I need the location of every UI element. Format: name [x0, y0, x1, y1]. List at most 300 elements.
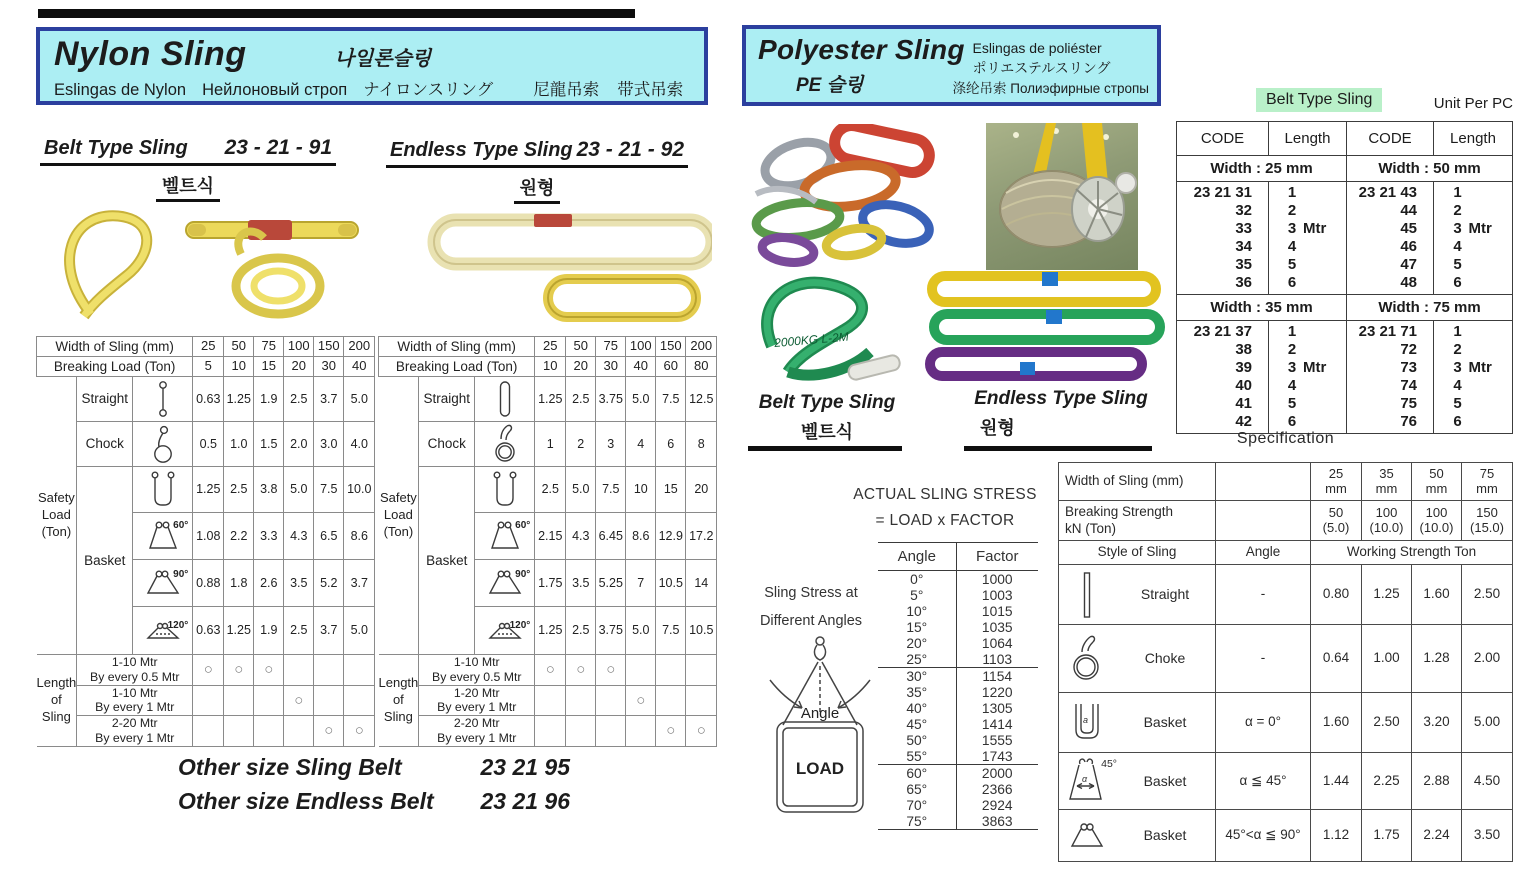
factor-angle-cell: 45°	[878, 716, 956, 732]
factor-angle-cell: 20°	[878, 635, 956, 651]
value-cell: 4.3	[566, 513, 596, 560]
width-header-cell: 100	[284, 337, 314, 357]
factor-angle-header: Angle	[878, 543, 956, 571]
basket-60-icon	[133, 519, 192, 553]
value-cell: 0.63	[193, 607, 224, 655]
availability-mark-cell	[344, 655, 375, 686]
basket-90-icon	[133, 568, 192, 598]
value-cell: 5.0	[626, 377, 656, 422]
belt-label-underline	[748, 446, 902, 451]
basket-120-icon	[133, 619, 192, 643]
breaking-cell: 20	[284, 357, 314, 377]
polyester-belt-title: Belt Type Sling	[758, 392, 896, 413]
code-cell: 23 21 71 72 73 74 75 76	[1347, 321, 1434, 434]
code-length-block	[1176, 88, 1513, 434]
value-cell: 1.25	[535, 377, 566, 422]
value-cell: 20	[686, 467, 717, 513]
value-cell: 3.7	[344, 560, 375, 607]
spec-style-cell	[1059, 565, 1216, 625]
factor-angle-cell: 70°	[878, 797, 956, 813]
width-header-cell: 200	[686, 337, 717, 357]
unit-per-pc-label: Unit Per PC	[1433, 95, 1513, 112]
value-cell: 1.25	[193, 467, 224, 513]
value-cell: 5.0	[344, 607, 375, 655]
breaking-cell: 30	[314, 357, 344, 377]
nylon-title: Nylon Sling	[54, 35, 247, 73]
width-band-cell: Width : 50 mm	[1347, 156, 1513, 182]
belt-section-korean: 벨트식	[156, 170, 220, 202]
availability-mark-cell	[596, 716, 626, 747]
factor-value-cell: 1064	[981, 635, 1013, 651]
icon-cell	[133, 560, 193, 607]
breaking-cell: 5	[193, 357, 224, 377]
other-size-endless-label: Other size Endless Belt	[178, 788, 434, 814]
value-cell: 4.3	[284, 513, 314, 560]
factor-value-cell: 3863	[956, 813, 1038, 830]
icon-angle-label: 45°	[1101, 758, 1117, 770]
nylon-sling-photos	[36, 194, 712, 332]
value-cell: 1	[535, 422, 566, 467]
availability-mark-cell: ○	[656, 716, 686, 747]
value-cell: 6	[656, 422, 686, 467]
factor-value-cell: 1305	[981, 700, 1013, 716]
value-cell: 3.5	[566, 560, 596, 607]
icon-cell	[133, 513, 193, 560]
nylon-subtitle-ja: ナイロンスリング	[363, 81, 494, 99]
factor-angle-cell: 50°	[878, 732, 956, 748]
spec-style-name: Basket	[1143, 714, 1187, 731]
value-cell: 3.8	[254, 467, 284, 513]
scan-artifact-bar	[38, 9, 635, 18]
endless-sling-load-table	[378, 336, 717, 747]
breaking-cell: 10	[224, 357, 254, 377]
factor-angle-cell: 30°	[878, 668, 956, 685]
code-column-header: CODE	[1347, 122, 1434, 156]
spec-angle-cell: -	[1216, 625, 1311, 693]
spec-value-cell: 1.60	[1412, 565, 1462, 625]
spec-breaking-cell: 100 (10.0)	[1362, 501, 1412, 541]
svg-text:a: a	[1083, 714, 1089, 725]
style-label-cell: Chock	[77, 422, 133, 467]
angle-label: 60°	[173, 520, 189, 531]
style-label-cell: Straight	[419, 377, 475, 422]
availability-mark-cell	[193, 716, 224, 747]
value-cell: 6.5	[314, 513, 344, 560]
width-band-cell: Width : 25 mm	[1177, 156, 1347, 182]
polyester-header	[742, 25, 1161, 106]
availability-mark-cell	[596, 685, 626, 716]
icon-cell	[475, 377, 535, 422]
other-sizes-note	[178, 750, 570, 818]
factor-value-cell: 2000	[981, 765, 1013, 781]
spec-angle-cell: α = 0°	[1216, 693, 1311, 753]
code-length-table	[1176, 121, 1513, 434]
value-cell: 10.5	[656, 560, 686, 607]
value-cell: 2.5	[224, 467, 254, 513]
breaking-cell: 20	[566, 357, 596, 377]
value-cell: 15	[656, 467, 686, 513]
length-range-cell: 1-10 Mtr By every 0.5 Mtr	[77, 655, 193, 686]
spec-value-cell: 5.00	[1462, 693, 1513, 753]
value-cell: 3.5	[284, 560, 314, 607]
length-range-cell: 1-10 Mtr By every 1 Mtr	[77, 685, 193, 716]
spec-value-cell: 2.88	[1412, 753, 1462, 810]
icon-cell	[133, 422, 193, 467]
polyester-subtitle-zh-ru: 涤纶吊索 Полиэфирные стропы	[952, 80, 1149, 96]
width-header-cell: 25	[193, 337, 224, 357]
spec-breaking-cell: 50 (5.0)	[1311, 501, 1362, 541]
value-cell: 5.25	[596, 560, 626, 607]
icon-cell	[475, 607, 535, 655]
polyester-endless-title: Endless Type Sling	[974, 388, 1148, 409]
length-range-cell: 1-10 Mtr By every 0.5 Mtr	[419, 655, 535, 686]
spec-value-cell: 1.00	[1362, 625, 1412, 693]
spec-value-cell: 2.50	[1462, 565, 1513, 625]
availability-mark-cell	[344, 685, 375, 716]
availability-mark-cell	[566, 685, 596, 716]
value-cell: 5.0	[566, 467, 596, 513]
belt-print-text: 2000KG L-2M	[773, 329, 850, 351]
spec-angle-cell: α ≦ 45°	[1216, 753, 1311, 810]
spec-breaking-label: Breaking Strength kN (Ton)	[1059, 501, 1216, 541]
spec-value-cell: 0.64	[1311, 625, 1362, 693]
factor-angle-cell: 0°	[878, 571, 956, 588]
value-cell: 7.5	[596, 467, 626, 513]
nylon-subtitles	[54, 76, 692, 100]
value-cell: 8	[686, 422, 717, 467]
length-of-sling-label: Length of Sling	[37, 655, 77, 747]
belt-section-code: 23 - 21 - 91	[224, 136, 332, 159]
belt-section-name: Belt Type Sling	[44, 137, 188, 159]
availability-mark-cell: ○	[686, 716, 717, 747]
coil-lifting-photo	[986, 123, 1138, 270]
diagram-load-label: LOAD	[795, 759, 845, 778]
spec-style-name: Straight	[1140, 586, 1190, 603]
code-length-table	[1176, 121, 1513, 434]
icon-cell	[133, 607, 193, 655]
length-cell: 1 2 3 Mtr 4 5 6	[1269, 182, 1347, 295]
angle-factor-table	[878, 542, 1038, 830]
endless-section-korean: 원형	[514, 172, 561, 204]
angle-label: 90°	[173, 569, 189, 580]
value-cell: 3	[596, 422, 626, 467]
value-cell: 3.0	[314, 422, 344, 467]
other-size-belt-label: Other size Sling Belt	[178, 754, 402, 780]
value-cell: 5.0	[626, 607, 656, 655]
availability-mark-cell: ○	[344, 716, 375, 747]
width-header-cell: 100	[626, 337, 656, 357]
basket-90-icon	[475, 568, 534, 598]
value-cell: 3.75	[596, 607, 626, 655]
spec-style-cell	[1059, 810, 1216, 862]
spec-width-cell: 50 mm	[1412, 463, 1462, 501]
availability-mark-cell: ○	[596, 655, 626, 686]
spec-width-cell: 35 mm	[1362, 463, 1412, 501]
factor-value-cell: 1103	[956, 651, 1038, 668]
breaking-cell: 30	[596, 357, 626, 377]
polyester-belt-label	[748, 392, 906, 444]
nylon-subtitle-zh2: 带式吊索	[617, 81, 684, 99]
stress-side-label	[744, 580, 878, 635]
endless-type-section-title	[386, 138, 688, 198]
nylon-subtitle-ru: Нейлоновый строп	[202, 81, 348, 99]
spec-style-name: Basket	[1143, 772, 1187, 789]
value-cell: 1.75	[535, 560, 566, 607]
angle-factor-table	[878, 542, 1038, 830]
spec-width-label: Width of Sling (mm)	[1059, 463, 1216, 501]
availability-mark-cell	[314, 655, 344, 686]
length-range-cell: 2-20 Mtr By every 1 Mtr	[77, 716, 193, 747]
width-header-cell: 50	[566, 337, 596, 357]
value-cell: 2.15	[535, 513, 566, 560]
code-table-highlight: Belt Type Sling	[1256, 88, 1382, 112]
value-cell: 0.88	[193, 560, 224, 607]
availability-mark-cell	[254, 685, 284, 716]
value-cell: 1.25	[535, 607, 566, 655]
availability-mark-cell: ○	[193, 655, 224, 686]
spec-value-cell: 0.80	[1311, 565, 1362, 625]
polyester-subtitles	[952, 34, 1149, 102]
length-of-sling-label: Length of Sling	[379, 655, 419, 747]
code-cell: 23 21 31 32 33 34 35 36	[1177, 182, 1269, 295]
working-strength-label: Working Strength Ton	[1311, 541, 1513, 565]
stress-side-line2: Different Angles	[759, 612, 863, 629]
spec-style-cell	[1059, 753, 1216, 810]
value-cell: 3.75	[596, 377, 626, 422]
code-cell: 23 21 37 38 39 40 41 42	[1177, 321, 1269, 434]
spec-value-cell: 3.20	[1412, 693, 1462, 753]
factor-angle-cell: 55°	[878, 748, 956, 765]
spec-value-cell: 1.28	[1412, 625, 1462, 693]
value-cell: 7	[626, 560, 656, 607]
value-cell: 8.6	[626, 513, 656, 560]
angle-column-label: Angle	[1216, 541, 1311, 565]
value-cell: 3.7	[314, 377, 344, 422]
spec-angle-cell: 45°<α ≦ 90°	[1216, 810, 1311, 862]
breaking-row-label: Breaking Load (Ton)	[37, 357, 193, 377]
factor-angle-cell: 40°	[878, 700, 956, 716]
polyester-belt-sling-photo	[752, 268, 928, 394]
value-cell: 2.5	[284, 377, 314, 422]
spec-value-cell: 2.50	[1362, 693, 1412, 753]
style-label-cell: Straight	[77, 377, 133, 422]
basket-45-icon	[1059, 756, 1115, 806]
icon-cell	[475, 513, 535, 560]
length-range-cell: 2-20 Mtr By every 1 Mtr	[419, 716, 535, 747]
endless-section-name: Endless Type Sling	[390, 139, 573, 161]
factor-angle-cell: 15°	[878, 619, 956, 635]
length-range-cell: 1-20 Mtr By every 1 Mtr	[419, 685, 535, 716]
factor-angle-cell: 5°	[878, 587, 956, 603]
basket-channel-icon	[1059, 700, 1115, 746]
availability-mark-cell: ○	[566, 655, 596, 686]
value-cell: 8.6	[344, 513, 375, 560]
length-cell: 1 2 3 Mtr 4 5 6	[1434, 321, 1513, 434]
value-cell: 1.8	[224, 560, 254, 607]
value-cell: 3.7	[314, 607, 344, 655]
availability-mark-cell: ○	[254, 655, 284, 686]
factor-value-cell: 1003	[981, 587, 1013, 603]
sling-angle-diagram	[760, 632, 880, 832]
availability-mark-cell	[284, 716, 314, 747]
polyester-endless-slings-photo	[924, 270, 1166, 384]
value-cell: 4	[626, 422, 656, 467]
factor-angle-cell: 25°	[878, 651, 956, 668]
basket-u-icon	[475, 470, 534, 510]
stress-side-line1: Sling Stress at	[764, 585, 858, 601]
spec-value-cell: 2.24	[1412, 810, 1462, 862]
safety-load-table	[378, 336, 717, 747]
polyester-subtitle-es: Eslingas de poliéster	[972, 40, 1102, 56]
empty-cell	[1216, 463, 1311, 501]
svg-text:α: α	[1082, 774, 1088, 784]
spec-value-cell: 1.44	[1311, 753, 1362, 810]
specification-table	[1058, 462, 1513, 862]
polyester-title-korean: PE 슬링	[796, 75, 864, 96]
spec-value-cell: 1.25	[1362, 565, 1412, 625]
breaking-cell: 40	[626, 357, 656, 377]
value-cell: 10.0	[344, 467, 375, 513]
value-cell: 5.0	[344, 377, 375, 422]
breaking-cell: 40	[344, 357, 375, 377]
spec-style-cell	[1059, 693, 1216, 753]
specification-heading: Specification	[1236, 430, 1335, 447]
belt-sling-load-table	[36, 336, 375, 747]
factor-value-cell: 1000	[981, 571, 1013, 587]
availability-mark-cell	[284, 655, 314, 686]
chock-sling-icon	[133, 423, 192, 465]
factor-value-cell: 1220	[981, 684, 1013, 700]
style-of-sling-label: Style of Sling	[1059, 541, 1216, 565]
nylon-title-korean: 나일론슬링	[334, 48, 432, 70]
factor-value-cell: 2366	[981, 781, 1013, 797]
value-cell: 2.5	[535, 467, 566, 513]
safety-load-label: Safety Load (Ton)	[37, 377, 77, 655]
chock-loop-icon	[475, 423, 534, 465]
breaking-cell: 80	[686, 357, 717, 377]
value-cell: 1.9	[254, 607, 284, 655]
stress-title-line2: = LOAD x FACTOR	[875, 512, 1015, 529]
code-column-header: Length	[1269, 122, 1347, 156]
width-row-label: Width of Sling (mm)	[379, 337, 535, 357]
choke-loop-icon	[1059, 632, 1115, 686]
availability-mark-cell	[686, 685, 717, 716]
availability-mark-cell	[224, 685, 254, 716]
style-label-cell: Basket	[77, 467, 133, 655]
availability-mark-cell	[656, 655, 686, 686]
code-cell: 23 21 43 44 45 46 47 48	[1347, 182, 1434, 295]
value-cell: 12.5	[686, 377, 717, 422]
width-header-cell: 150	[314, 337, 344, 357]
availability-mark-cell	[224, 716, 254, 747]
value-cell: 1.9	[254, 377, 284, 422]
basket-flat-icon	[1059, 821, 1115, 851]
availability-mark-cell	[535, 716, 566, 747]
value-cell: 3.3	[254, 513, 284, 560]
availability-mark-cell	[566, 716, 596, 747]
availability-mark-cell: ○	[224, 655, 254, 686]
style-label-cell: Basket	[419, 467, 475, 655]
style-label-cell: Chock	[419, 422, 475, 467]
factor-value-cell: 1154	[982, 668, 1013, 684]
spec-style-name: Basket	[1143, 827, 1187, 844]
spec-value-cell: 4.50	[1462, 753, 1513, 810]
value-cell: 7.5	[314, 467, 344, 513]
breaking-cell: 15	[254, 357, 284, 377]
angle-label: 120°	[509, 619, 531, 631]
factor-angle-cell: 10°	[878, 603, 956, 619]
value-cell: 0.63	[193, 377, 224, 422]
value-cell: 10	[626, 467, 656, 513]
width-header-cell: 50	[224, 337, 254, 357]
width-header-cell: 75	[254, 337, 284, 357]
safety-load-table	[36, 336, 375, 747]
factor-angle-cell: 65°	[878, 781, 956, 797]
availability-mark-cell	[254, 716, 284, 747]
spec-angle-cell: -	[1216, 565, 1311, 625]
availability-mark-cell	[686, 655, 717, 686]
factor-angle-cell: 35°	[878, 684, 956, 700]
value-cell: 5.0	[284, 467, 314, 513]
belt-type-section-title	[40, 136, 336, 196]
availability-mark-cell	[626, 655, 656, 686]
spec-width-cell: 25 mm	[1311, 463, 1362, 501]
value-cell: 2.5	[284, 607, 314, 655]
availability-mark-cell: ○	[535, 655, 566, 686]
basket-u-icon	[133, 470, 192, 510]
angle-label: 60°	[515, 520, 531, 531]
value-cell: 2.6	[254, 560, 284, 607]
icon-cell	[475, 560, 535, 607]
availability-mark-cell	[656, 685, 686, 716]
safety-load-label: Safety Load (Ton)	[379, 377, 419, 655]
availability-mark-cell	[535, 685, 566, 716]
spec-width-cell: 75 mm	[1462, 463, 1513, 501]
factor-value-header: Factor	[956, 543, 1038, 571]
availability-mark-cell: ○	[284, 685, 314, 716]
availability-mark-cell: ○	[314, 716, 344, 747]
length-cell: 1 2 3 Mtr 4 5 6	[1269, 321, 1347, 434]
polyester-sling-pile-photo	[746, 124, 958, 271]
factor-value-cell: 1035	[981, 619, 1013, 635]
width-header-cell: 75	[596, 337, 626, 357]
spec-value-cell: 3.50	[1462, 810, 1513, 862]
breaking-row-label: Breaking Load (Ton)	[379, 357, 535, 377]
endless-section-code: 23 - 21 - 92	[576, 138, 684, 161]
code-column-header: CODE	[1177, 122, 1269, 156]
nylon-subtitle-es: Eslingas de Nylon	[54, 81, 187, 99]
straight-sling-icon	[133, 379, 192, 419]
angle-label: 120°	[167, 619, 189, 631]
width-header-cell: 150	[656, 337, 686, 357]
factor-value-cell: 1414	[981, 716, 1013, 732]
value-cell: 1.0	[224, 422, 254, 467]
breaking-cell: 60	[656, 357, 686, 377]
factor-value-cell: 1743	[956, 748, 1038, 765]
basket-60-icon	[475, 519, 534, 553]
other-size-belt-code: 23 21 95	[480, 754, 570, 780]
straight-loop-icon	[475, 379, 534, 419]
factor-angle-cell: 60°	[878, 765, 956, 782]
diagram-angle-label: Angle	[800, 705, 840, 722]
value-cell: 1.5	[254, 422, 284, 467]
empty-cell	[1216, 501, 1311, 541]
spec-value-cell: 1.12	[1311, 810, 1362, 862]
factor-angle-cell: 75°	[878, 813, 956, 830]
value-cell: 2.5	[566, 607, 596, 655]
value-cell: 17.2	[686, 513, 717, 560]
icon-cell	[475, 422, 535, 467]
